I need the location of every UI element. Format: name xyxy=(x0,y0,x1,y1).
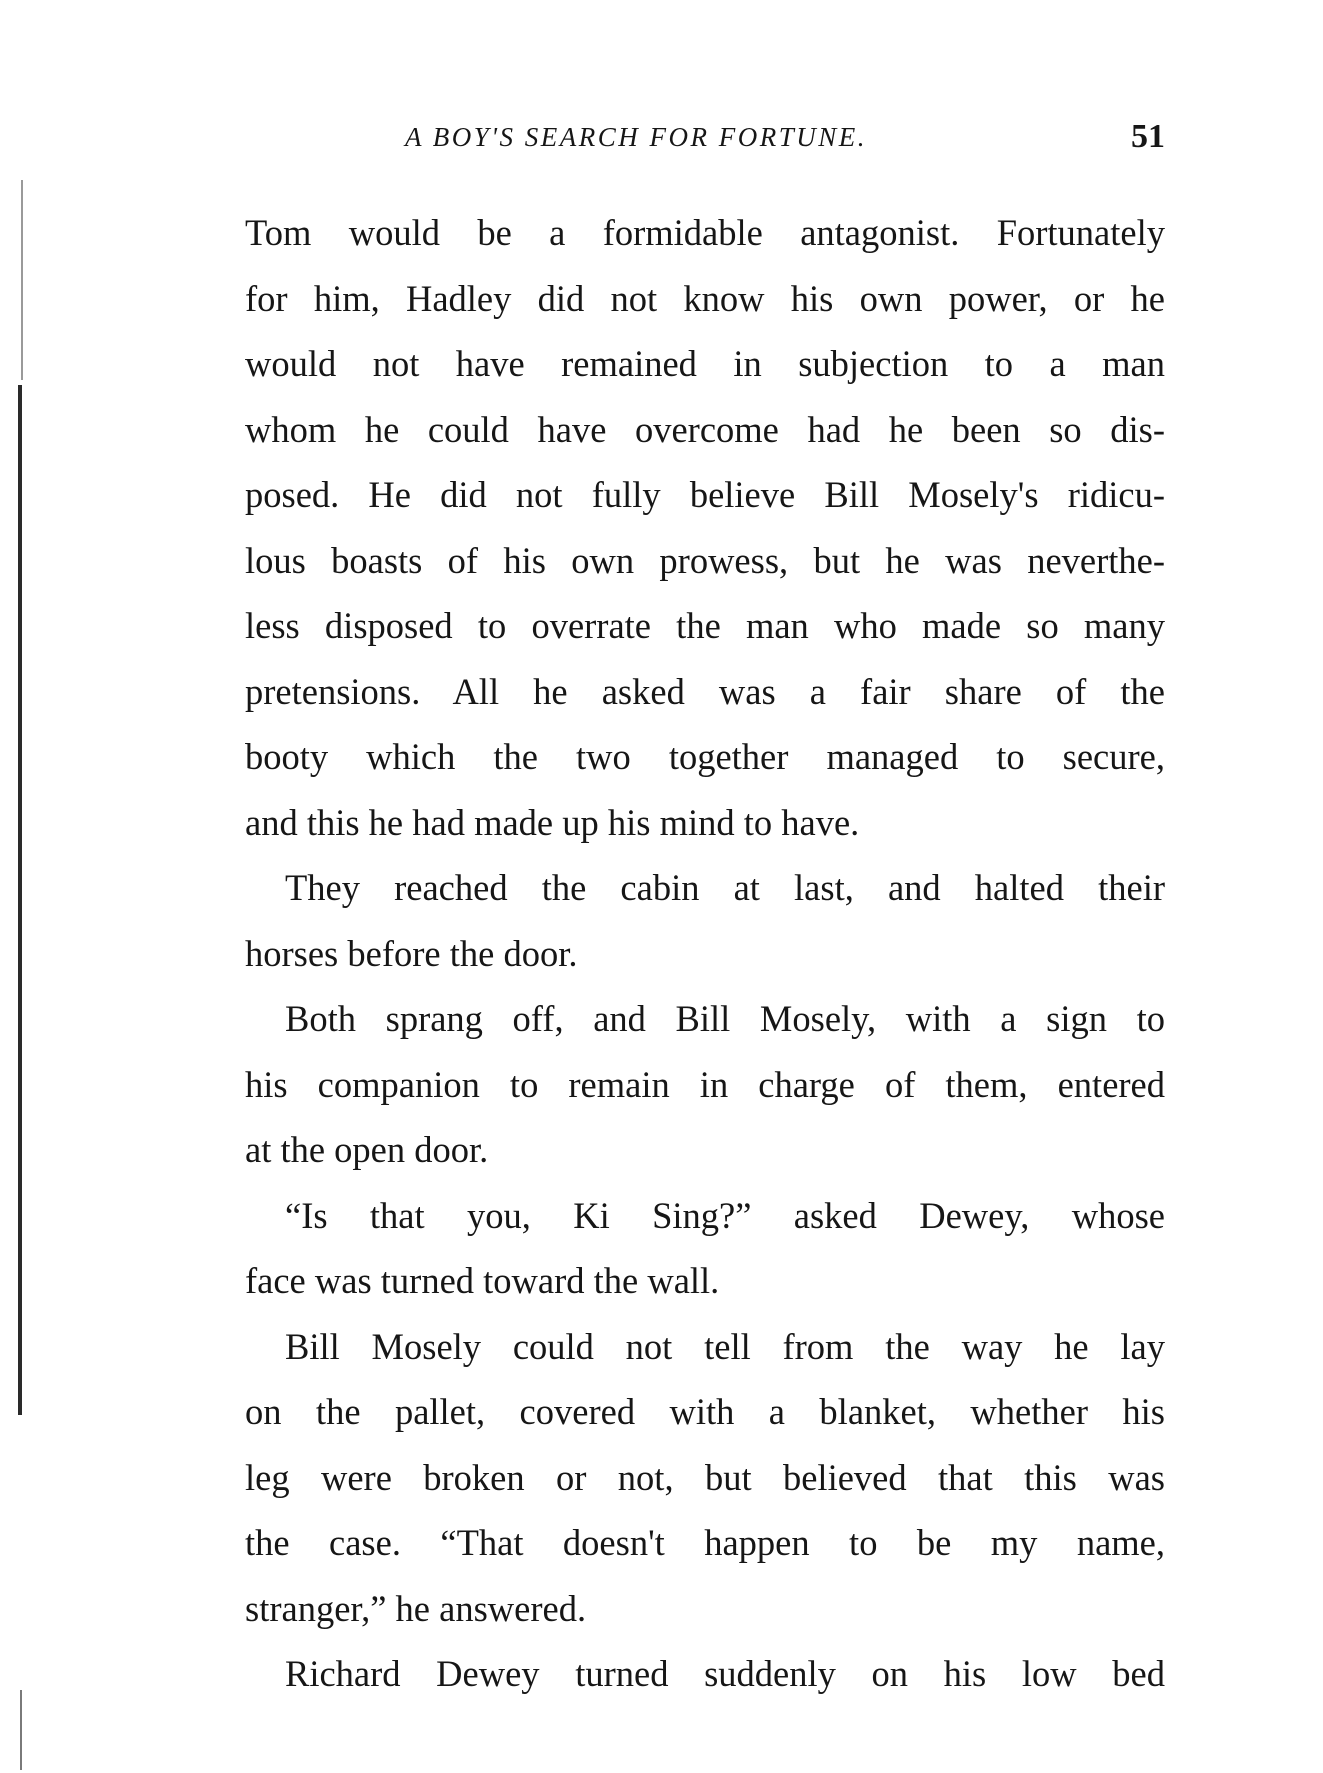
binding-shadow-top xyxy=(21,180,23,380)
binding-shadow-bottom xyxy=(20,1690,22,1770)
binding-shadow xyxy=(18,385,22,1415)
text-line: leg were broken or not, but believed that this was xyxy=(245,1456,1165,1498)
text-line: face was turned toward the wall. xyxy=(245,1260,720,1301)
text-line: They reached the cabin at last, and halted their xyxy=(285,867,1165,908)
running-head xyxy=(405,118,1165,158)
text-line: less disposed to overrate the man who made so many xyxy=(245,605,1165,646)
text-line: the case. “That doesn't happen to be my name, xyxy=(245,1522,1165,1563)
text-line: Both sprang off, and Bill Mosely, with a sign to xyxy=(285,998,1165,1039)
text-line: Bill Mosely could not tell from the way he lay xyxy=(285,1325,1165,1367)
paragraph xyxy=(245,986,1165,1183)
text-line: posed. He did not fully believe Bill Mosely's ridicu- xyxy=(245,474,1165,515)
running-title: A BOY'S SEARCH FOR FORTUNE. xyxy=(405,122,868,152)
text-line: “Is that you, Ki Sing?” asked Dewey, whose xyxy=(285,1194,1165,1236)
text-line: Tom would be a formidable antagonist. Fortunately xyxy=(245,212,1165,253)
page-number: 51 xyxy=(1131,118,1165,155)
text-line: his companion to remain in charge of them, entered xyxy=(245,1063,1165,1105)
text-line: lous boasts of his own prowess, but he was neverthe- xyxy=(245,539,1165,581)
text-line: booty which the two together managed to secure, xyxy=(245,736,1165,777)
body-text xyxy=(245,200,1165,1707)
text-line: horses before the door. xyxy=(245,932,578,974)
paragraph xyxy=(245,1183,1165,1314)
text-line: stranger,” he answered. xyxy=(245,1587,587,1629)
text-line: whom he could have overcome had he been so dis- xyxy=(245,408,1165,450)
paragraph xyxy=(245,855,1165,986)
text-line: and this he had made up his mind to have. xyxy=(245,801,860,843)
text-line: would not have remained in subjection to a man xyxy=(245,343,1165,384)
text-line: at the open door. xyxy=(245,1129,489,1170)
text-line: for him, Hadley did not know his own power, or he xyxy=(245,277,1165,319)
paragraph xyxy=(245,1641,1165,1707)
text-line: on the pallet, covered with a blanket, whether his xyxy=(245,1391,1165,1432)
paragraph xyxy=(245,200,1165,855)
text-line: pretensions. All he asked was a fair share of the xyxy=(245,670,1165,712)
paragraph xyxy=(245,1314,1165,1642)
text-line: Richard Dewey turned suddenly on his low bed xyxy=(285,1653,1165,1694)
